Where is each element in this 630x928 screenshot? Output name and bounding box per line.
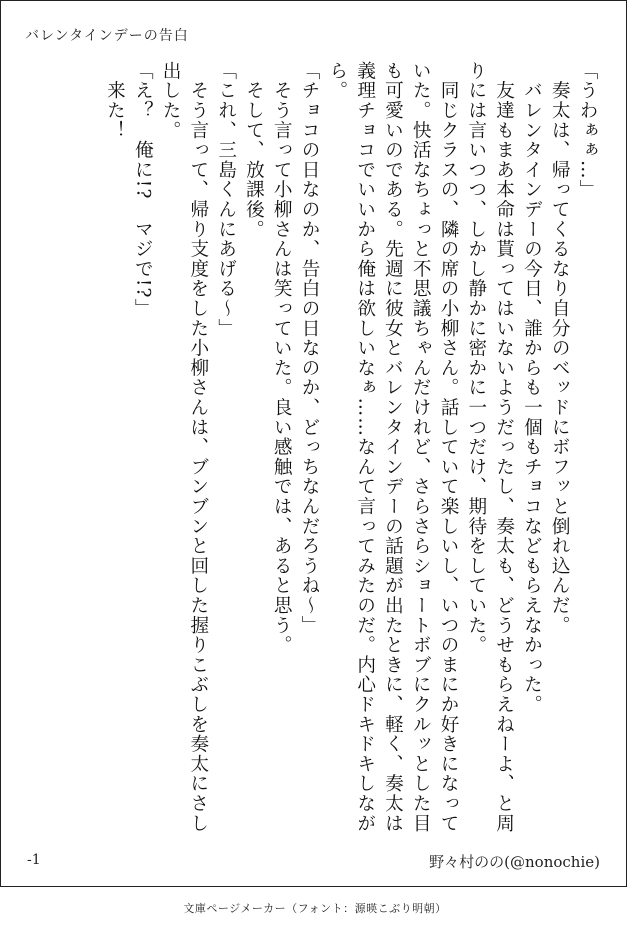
paragraph: 奏太は、帰ってくるなり自分のベッドにボフッと倒れ込んだ。	[549, 61, 571, 636]
paragraph: 「チョコの日なのか、告白の日なのか、どっちなんだろうね〜」	[299, 61, 321, 636]
paragraph: そう言って小柳さんは笑っていた。良い感触では、あると思う。	[271, 61, 293, 655]
paragraph: 「これ、三島くんにあげる〜」	[215, 61, 237, 339]
page-number: -1	[27, 852, 41, 868]
page-title: バレンタインデーの告白	[25, 28, 189, 44]
paragraph: そして、放課後。	[243, 61, 265, 240]
paragraph: バレンタインデーの今日、誰からも一個もチョコなどもらえなかった。	[521, 61, 543, 715]
paragraph: 「え？ 俺に!? マジで!?」	[132, 61, 154, 319]
paragraph: そう言って、帰り支度をした小柳さんは、ブンブンと回した握りこぶしを奏太にさし出した。	[160, 61, 209, 834]
generator-note: 文庫ページメーカー（フォント：源暎こぶり明朝）	[183, 902, 447, 915]
paragraph: 「うわぁぁ…」	[577, 61, 598, 200]
paragraph: 来た！	[104, 61, 126, 141]
paragraph: 同じクラスの、隣の席の小柳さん。話していて楽しいし、いつのまにか好きになっていた。快活なちょっと不思議ちゃんだけれど、さらさらショートボブにクルッとした目も可愛いのである。先週に彼女とバレンタインデーの話題が出たときに、軽く、奏太は義理チョコでいいから俺は欲しいなぁ……なんて言ってみたのだ。内心ドキドキしながら。	[326, 61, 460, 834]
body-text	[21, 61, 601, 841]
paragraph: 友達もまあ本命は貰ってはいないようだったし、奏太も、どうせもらえねーよ、と周りには言いつつ、しかし静かに密かに一つだけ、期待をしていた。	[465, 61, 515, 834]
author-credit: 野々村のの(@nonochie)	[429, 853, 600, 871]
